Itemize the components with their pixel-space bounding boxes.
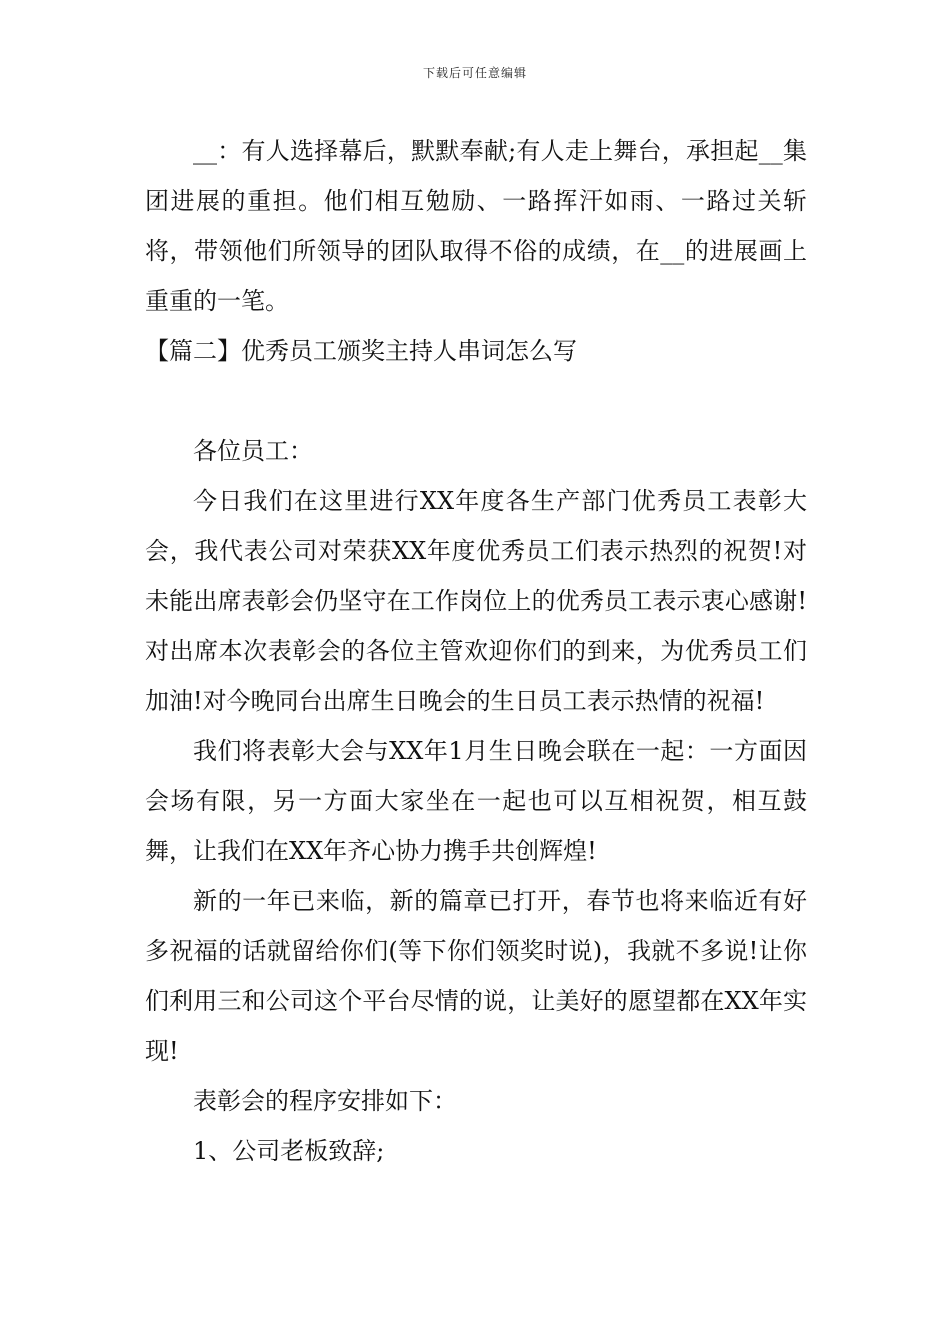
paragraph-new-year: 新的一年已来临，新的篇章已打开，春节也将来临近有好多祝福的话就留给你们(等下你们领奖时说)，我就不多说!让你们利用三和公司这个平台尽情的说，让美好的愿望都在XX年实现! (145, 887, 807, 1065)
blank-line (145, 376, 807, 426)
document-body (145, 126, 807, 1176)
list-item: 1、公司老板致辞; (193, 1137, 385, 1165)
section-title: 【篇二】优秀员工颁奖主持人串词怎么写 (145, 337, 577, 365)
intro-paragraph: __：有人选择幕后，默默奉献;有人走上舞台，承担起__集团进展的重担。他们相互勉励、一路挥汗如雨、一路过关斩将，带领他们所领导的团队取得不俗的成绩，在__的进展画上重重的一笔。 (145, 137, 807, 315)
greeting: 各位员工： (193, 437, 313, 465)
paragraph-combined-event: 我们将表彰大会与XX年1月生日晚会联在一起：一方面因会场有限，另一方面大家坐在一起也可以互相祝贺，相互鼓舞，让我们在XX年齐心协力携手共创辉煌! (145, 737, 807, 865)
paragraph-opening: 今日我们在这里进行XX年度各生产部门优秀员工表彰大会，我代表公司对荣获XX年度优秀员工们表示热烈的祝贺!对未能出席表彰会仍坚守在工作岗位上的优秀员工表示衷心感谢!对出席本次表彰会的各位主管欢迎你们的到来，为优秀员工们加油!对今晚同台出席生日晚会的生日员工表示热情的祝福! (145, 487, 807, 715)
page-header-note: 下载后可任意编辑 (422, 66, 527, 80)
paragraph-program-intro: 表彰会的程序安排如下： (193, 1087, 457, 1115)
